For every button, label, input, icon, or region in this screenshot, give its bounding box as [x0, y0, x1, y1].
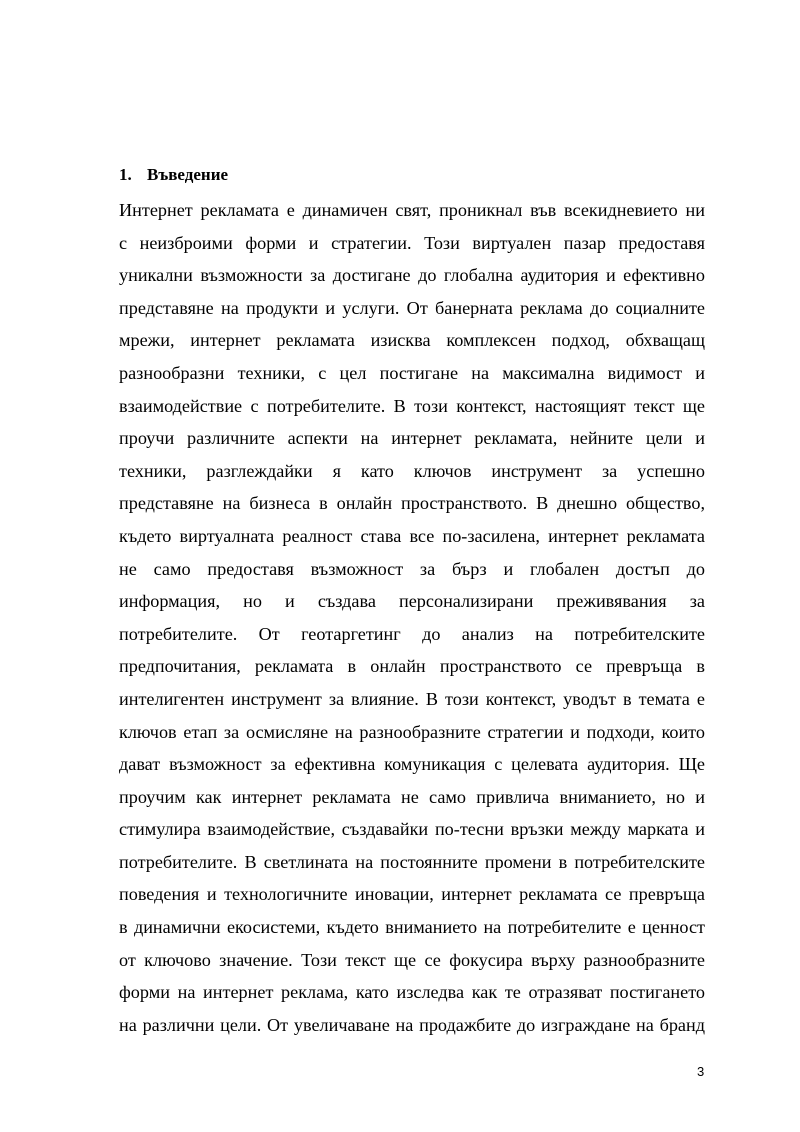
paragraph-line: потребителите. В светлината на постоянните промени в потребителските [119, 851, 705, 872]
paragraph-line: в динамични екосистеми, където вниманието на потребителите е ценност [119, 917, 705, 938]
page-number: 3 [697, 1064, 705, 1079]
paragraph-line: от ключово значение. Този текст ще се фокусира върху разнообразните [119, 949, 705, 970]
paragraph-line: не само предоставя възможност за бърз и глобален достъп до [119, 558, 705, 579]
paragraph-line: ключов етап за осмисляне на разнообразните стратегии и подходи, които [119, 721, 705, 742]
body-paragraph [119, 194, 705, 1041]
paragraph-line: проучим как интернет рекламата не само привлича вниманието, но и [119, 786, 705, 807]
paragraph-line: представяне на бизнеса в онлайн пространството. В днешно общество, [119, 493, 705, 514]
section-heading [119, 160, 228, 190]
paragraph-line: дават възможност за ефективна комуникация с целевата аудитория. Ще [119, 754, 705, 775]
paragraph-line: взаимодействие с потребителите. В този контекст, настоящият текст ще [119, 395, 705, 416]
section-title: Въведение [147, 165, 229, 184]
paragraph-line: където виртуалната реалност става все по-засилена, интернет рекламата [119, 525, 705, 546]
paragraph-line: потребителите. От геотаргетинг до анализ на потребителските [119, 623, 705, 644]
paragraph-line: разнообразни техники, с цел постигане на максимална видимост и [119, 362, 705, 383]
paragraph-line: поведения и технологичните иновации, интернет рекламата се превръща [119, 884, 705, 905]
paragraph-line: интелигентен инструмент за влияние. В този контекст, уводът в темата е [119, 688, 705, 709]
paragraph-line: представяне на продукти и услуги. От банерната реклама до социалните [119, 297, 705, 318]
paragraph-line: техники, разглеждайки я като ключов инструмент за успешно [119, 460, 705, 481]
paragraph-line: уникални възможности за достигане до глобална аудитория и ефективно [119, 265, 705, 286]
paragraph-line: на различни цели. От увеличаване на продажбите до изграждане на бранд [119, 1014, 705, 1035]
paragraph-line: Интернет рекламата е динамичен свят, проникнал във всекидневието ни [119, 200, 705, 220]
paragraph-line: предпочитания, рекламата в онлайн пространството се превръща в [119, 656, 705, 677]
paragraph-line: стимулира взаимодействие, създавайки по-тесни връзки между марката и [119, 819, 705, 840]
section-number: 1. [119, 165, 132, 184]
paragraph-line: мрежи, интернет рекламата изисква комплексен подход, обхващащ [119, 330, 705, 351]
paragraph-line: форми на интернет реклама, като изследва как те отразяват постигането [119, 982, 705, 1003]
paragraph-line: с неизброими форми и стратегии. Този виртуален пазар предоставя [119, 232, 705, 253]
paragraph-line: проучи различните аспекти на интернет рекламата, нейните цели и [119, 428, 705, 449]
paragraph-line: информация, но и създава персонализирани преживявания за [119, 591, 705, 612]
